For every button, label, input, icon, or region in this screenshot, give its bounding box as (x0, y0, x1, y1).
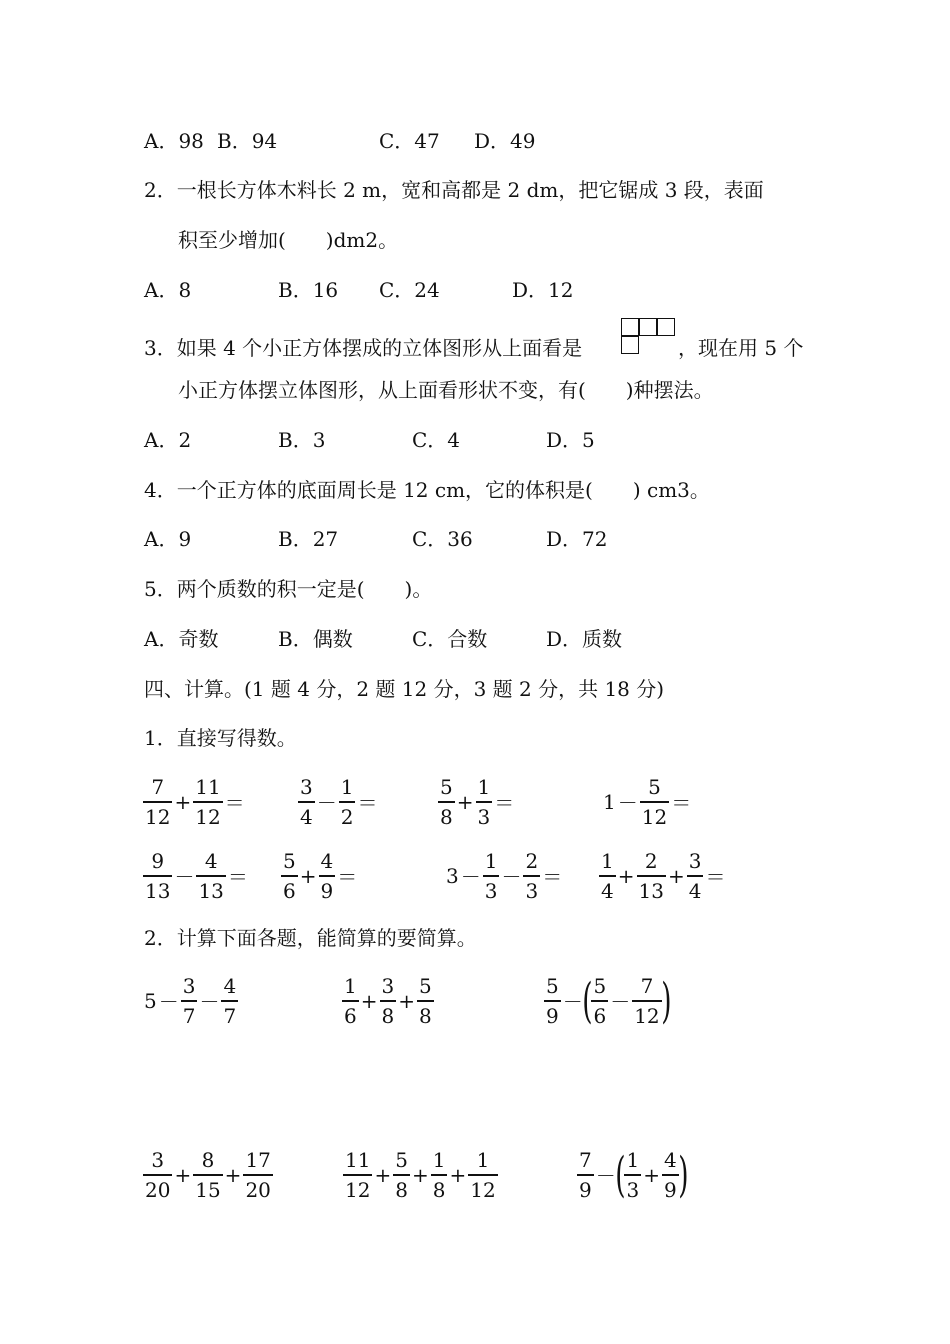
denominator: 6 (344, 1003, 357, 1028)
numerator: 4 (663, 1148, 677, 1172)
denominator: 7 (182, 1003, 196, 1028)
denominator: 8 (381, 1003, 395, 1028)
q2-option-b: B．16 (278, 278, 339, 302)
denominator: 4 (601, 878, 614, 903)
operator: － (199, 990, 220, 1015)
fraction (319, 850, 336, 902)
q4-option-c: C．36 (412, 527, 473, 551)
operator: + (643, 1162, 660, 1187)
q4-option-b: B．27 (278, 527, 339, 551)
calc-expr-6 (280, 850, 358, 902)
operator: 3 (446, 863, 459, 888)
q3-option-a: A．2 (144, 428, 192, 452)
denominator: 6 (283, 878, 296, 903)
operator: ＝ (542, 865, 563, 890)
numerator: 1 (476, 1148, 490, 1172)
fraction (431, 1149, 448, 1201)
fraction-bar (640, 801, 669, 803)
fraction (393, 1149, 410, 1201)
denominator: 12 (345, 1177, 371, 1202)
fraction-bar (342, 1000, 359, 1002)
denominator: 8 (440, 804, 453, 829)
fraction (468, 1149, 497, 1201)
operator: + (456, 789, 474, 814)
fraction-bar (632, 1000, 661, 1002)
fraction-bar (281, 875, 298, 877)
fraction (143, 776, 172, 828)
fraction-bar (544, 1000, 561, 1002)
numerator: 3 (688, 849, 702, 873)
fraction-bar (523, 875, 540, 877)
q3-option-c: C．4 (412, 428, 461, 452)
denominator: 15 (195, 1177, 221, 1202)
denominator: 2 (340, 804, 354, 829)
numerator: 4 (204, 849, 218, 873)
grid-cell (657, 318, 675, 336)
top-view-shape-icon (621, 318, 679, 356)
operator: + (299, 863, 317, 888)
numerator: 7 (151, 775, 165, 799)
denominator: 12 (145, 804, 171, 829)
numerator: 11 (345, 1148, 371, 1172)
fraction (243, 1149, 272, 1201)
fraction-bar (298, 801, 315, 803)
numerator: 7 (579, 1148, 592, 1172)
fraction (339, 776, 356, 828)
fraction-bar (181, 1000, 198, 1002)
operator: － (174, 865, 195, 890)
numerator: 1 (626, 1148, 640, 1172)
operator: + (411, 1162, 429, 1187)
denominator: 20 (145, 1177, 171, 1202)
calc-expr-5 (142, 850, 249, 902)
q1-option-d: D．49 (474, 129, 536, 153)
numerator: 7 (640, 974, 654, 998)
denominator: 12 (470, 1177, 496, 1202)
parenthesis: ) (677, 1146, 689, 1203)
operator: + (667, 863, 685, 888)
fraction-bar (438, 801, 455, 803)
simplify-expr-3 (543, 972, 672, 1029)
denominator: 20 (245, 1177, 271, 1202)
denominator: 3 (484, 878, 498, 903)
fraction (342, 975, 359, 1027)
denominator: 9 (663, 1177, 677, 1202)
fraction-bar (393, 1174, 410, 1176)
simplify-expr-5 (342, 1149, 499, 1201)
fraction-bar (343, 1174, 372, 1176)
fraction (438, 776, 455, 828)
numerator: 11 (195, 775, 221, 799)
denominator: 8 (419, 1003, 432, 1028)
numerator: 1 (340, 775, 354, 799)
grid-cell (639, 318, 657, 336)
fraction-bar (143, 801, 172, 803)
operator: + (398, 988, 415, 1013)
section4-sub1: 1．直接写得数。 (144, 726, 297, 750)
fraction-bar (468, 1174, 497, 1176)
operator: + (224, 1162, 242, 1187)
q1-option-c: C．47 (379, 129, 440, 153)
operator: ＝ (357, 791, 378, 816)
fraction (143, 850, 172, 902)
operator: － (501, 865, 522, 890)
numerator: 2 (525, 849, 539, 873)
numerator: 1 (344, 974, 357, 998)
fraction (662, 1149, 679, 1201)
fraction-bar (196, 875, 225, 877)
operator: ＝ (671, 791, 692, 816)
numerator: 8 (201, 1148, 215, 1172)
numerator: 5 (283, 849, 296, 873)
numerator: 5 (648, 775, 661, 799)
simplify-expr-4 (142, 1149, 274, 1201)
operator: － (617, 791, 638, 816)
fraction-bar (483, 875, 500, 877)
denominator: 6 (593, 1003, 607, 1028)
denominator: 9 (579, 1177, 592, 1202)
q4-text-line1: 4．一个正方体的底面周长是 12 cm，它的体积是( ) cm3。 (144, 478, 710, 502)
denominator: 13 (638, 878, 664, 903)
q1-option-b: B．94 (217, 129, 278, 153)
operator: + (174, 789, 192, 814)
fraction (380, 975, 397, 1027)
fraction-bar (624, 1174, 641, 1176)
fraction (599, 850, 616, 902)
denominator: 13 (145, 878, 171, 903)
q5-text-line1: 5．两个质数的积一定是( )。 (144, 577, 433, 601)
fraction (591, 975, 608, 1027)
fraction (476, 776, 493, 828)
operator: 5 (144, 988, 157, 1013)
numerator: 5 (395, 1148, 408, 1172)
fraction (196, 850, 225, 902)
numerator: 5 (419, 974, 432, 998)
denominator: 9 (546, 1003, 559, 1028)
q3-option-d: D．5 (546, 428, 595, 452)
denominator: 4 (300, 804, 313, 829)
numerator: 5 (593, 974, 607, 998)
fraction-bar (577, 1174, 594, 1176)
numerator: 1 (601, 849, 614, 873)
grid-cell (621, 336, 639, 354)
fraction-bar (193, 801, 222, 803)
calc-expr-8 (598, 850, 726, 902)
numerator: 17 (245, 1148, 271, 1172)
numerator: 3 (151, 1148, 165, 1172)
simplify-expr-1 (143, 975, 239, 1027)
numerator: 3 (182, 974, 196, 998)
fraction-bar (319, 875, 336, 877)
q2-option-a: A．8 (144, 278, 192, 302)
grid-cell (621, 318, 639, 336)
fraction (523, 850, 540, 902)
q5-option-a: A．奇数 (144, 627, 219, 651)
operator: ＝ (494, 791, 515, 816)
fraction (544, 975, 561, 1027)
section4-title: 四、计算。(1 题 4 分，2 题 12 分，3 题 2 分，共 18 分) (144, 677, 665, 701)
numerator: 9 (151, 849, 165, 873)
numerator: 1 (484, 849, 498, 873)
fraction-bar (637, 875, 666, 877)
operator: － (610, 990, 631, 1015)
q5-option-d: D．质数 (546, 627, 623, 651)
calc-expr-1 (142, 776, 246, 828)
q2-text-line1: 2．一根长方体木料长 2 m，宽和高都是 2 dm，把它锯成 3 段，表面 (144, 178, 764, 202)
fraction-bar (599, 875, 616, 877)
calc-expr-3 (437, 776, 515, 828)
numerator: 2 (644, 849, 658, 873)
fraction (483, 850, 500, 902)
fraction (343, 1149, 372, 1201)
denominator: 3 (477, 804, 491, 829)
fraction-bar (662, 1174, 679, 1176)
numerator: 5 (546, 974, 559, 998)
fraction-bar (380, 1000, 397, 1002)
operator: ＝ (227, 865, 248, 890)
fraction-bar (431, 1174, 448, 1176)
fraction (298, 776, 315, 828)
fraction-bar (417, 1000, 434, 1002)
operator: － (316, 791, 337, 816)
fraction (193, 776, 222, 828)
fraction (143, 1149, 172, 1201)
fraction (624, 1149, 641, 1201)
q2-text-line2: 积至少增加( )dm2。 (178, 228, 399, 252)
operator: 1 (603, 789, 616, 814)
q5-option-b: B．偶数 (278, 627, 353, 651)
operator: － (158, 990, 179, 1015)
denominator: 13 (198, 878, 224, 903)
fraction (281, 850, 298, 902)
fraction (577, 1149, 594, 1201)
denominator: 8 (395, 1177, 408, 1202)
calc-expr-7 (445, 850, 563, 902)
fraction-bar (221, 1000, 238, 1002)
denominator: 3 (626, 1177, 640, 1202)
fraction (181, 975, 198, 1027)
q3-text-line1-post: ，现在用 5 个 (678, 336, 804, 360)
fraction (221, 975, 238, 1027)
operator: ＝ (705, 865, 726, 890)
denominator: 7 (223, 1003, 237, 1028)
operator: ＝ (224, 791, 245, 816)
denominator: 4 (688, 878, 702, 903)
q3-text-line2: 小正方体摆立体图形，从上面看形状不变，有( )种摆法。 (178, 378, 714, 402)
numerator: 4 (320, 849, 334, 873)
q2-option-d: D．12 (512, 278, 574, 302)
denominator: 12 (195, 804, 221, 829)
q4-option-d: D．72 (546, 527, 608, 551)
numerator: 3 (381, 974, 395, 998)
q1-option-a: A．98 (144, 129, 204, 153)
fraction-bar (591, 1000, 608, 1002)
fraction-bar (243, 1174, 272, 1176)
parenthesis: ) (660, 972, 672, 1029)
simplify-expr-2 (341, 975, 435, 1027)
fraction-bar (687, 875, 704, 877)
operator: － (595, 1164, 616, 1189)
fraction-bar (143, 1174, 172, 1176)
section4-sub2: 2．计算下面各题，能简算的要简算。 (144, 926, 477, 950)
denominator: 8 (432, 1177, 446, 1202)
q4-option-a: A．9 (144, 527, 192, 551)
fraction (417, 975, 434, 1027)
operator: + (617, 863, 635, 888)
q3-text-line1-pre: 3．如果 4 个小正方体摆成的立体图形从上面看是 (144, 336, 583, 360)
numerator: 3 (300, 775, 313, 799)
q5-option-c: C．合数 (412, 627, 488, 651)
simplify-expr-6 (576, 1146, 689, 1203)
fraction-bar (143, 875, 172, 877)
denominator: 3 (525, 878, 539, 903)
numerator: 4 (223, 974, 237, 998)
operator: + (360, 988, 378, 1013)
operator: + (449, 1162, 467, 1187)
calc-expr-4 (602, 776, 692, 828)
fraction (193, 1149, 222, 1201)
numerator: 1 (432, 1148, 446, 1172)
operator: － (562, 990, 583, 1015)
operator: ＝ (337, 865, 358, 890)
parenthesis: ( (581, 972, 593, 1029)
fraction (632, 975, 661, 1027)
calc-expr-2 (297, 776, 378, 828)
fraction-bar (339, 801, 356, 803)
fraction (637, 850, 666, 902)
operator: + (174, 1162, 192, 1187)
numerator: 1 (477, 775, 491, 799)
fraction-bar (193, 1174, 222, 1176)
operator: － (460, 865, 481, 890)
parenthesis: ( (614, 1146, 626, 1203)
q3-option-b: B．3 (278, 428, 326, 452)
denominator: 12 (634, 1003, 660, 1028)
fraction (640, 776, 669, 828)
numerator: 5 (440, 775, 453, 799)
q2-option-c: C．24 (379, 278, 440, 302)
denominator: 9 (320, 878, 334, 903)
fraction-bar (476, 801, 493, 803)
denominator: 12 (641, 804, 668, 829)
operator: + (374, 1162, 392, 1187)
fraction (687, 850, 704, 902)
